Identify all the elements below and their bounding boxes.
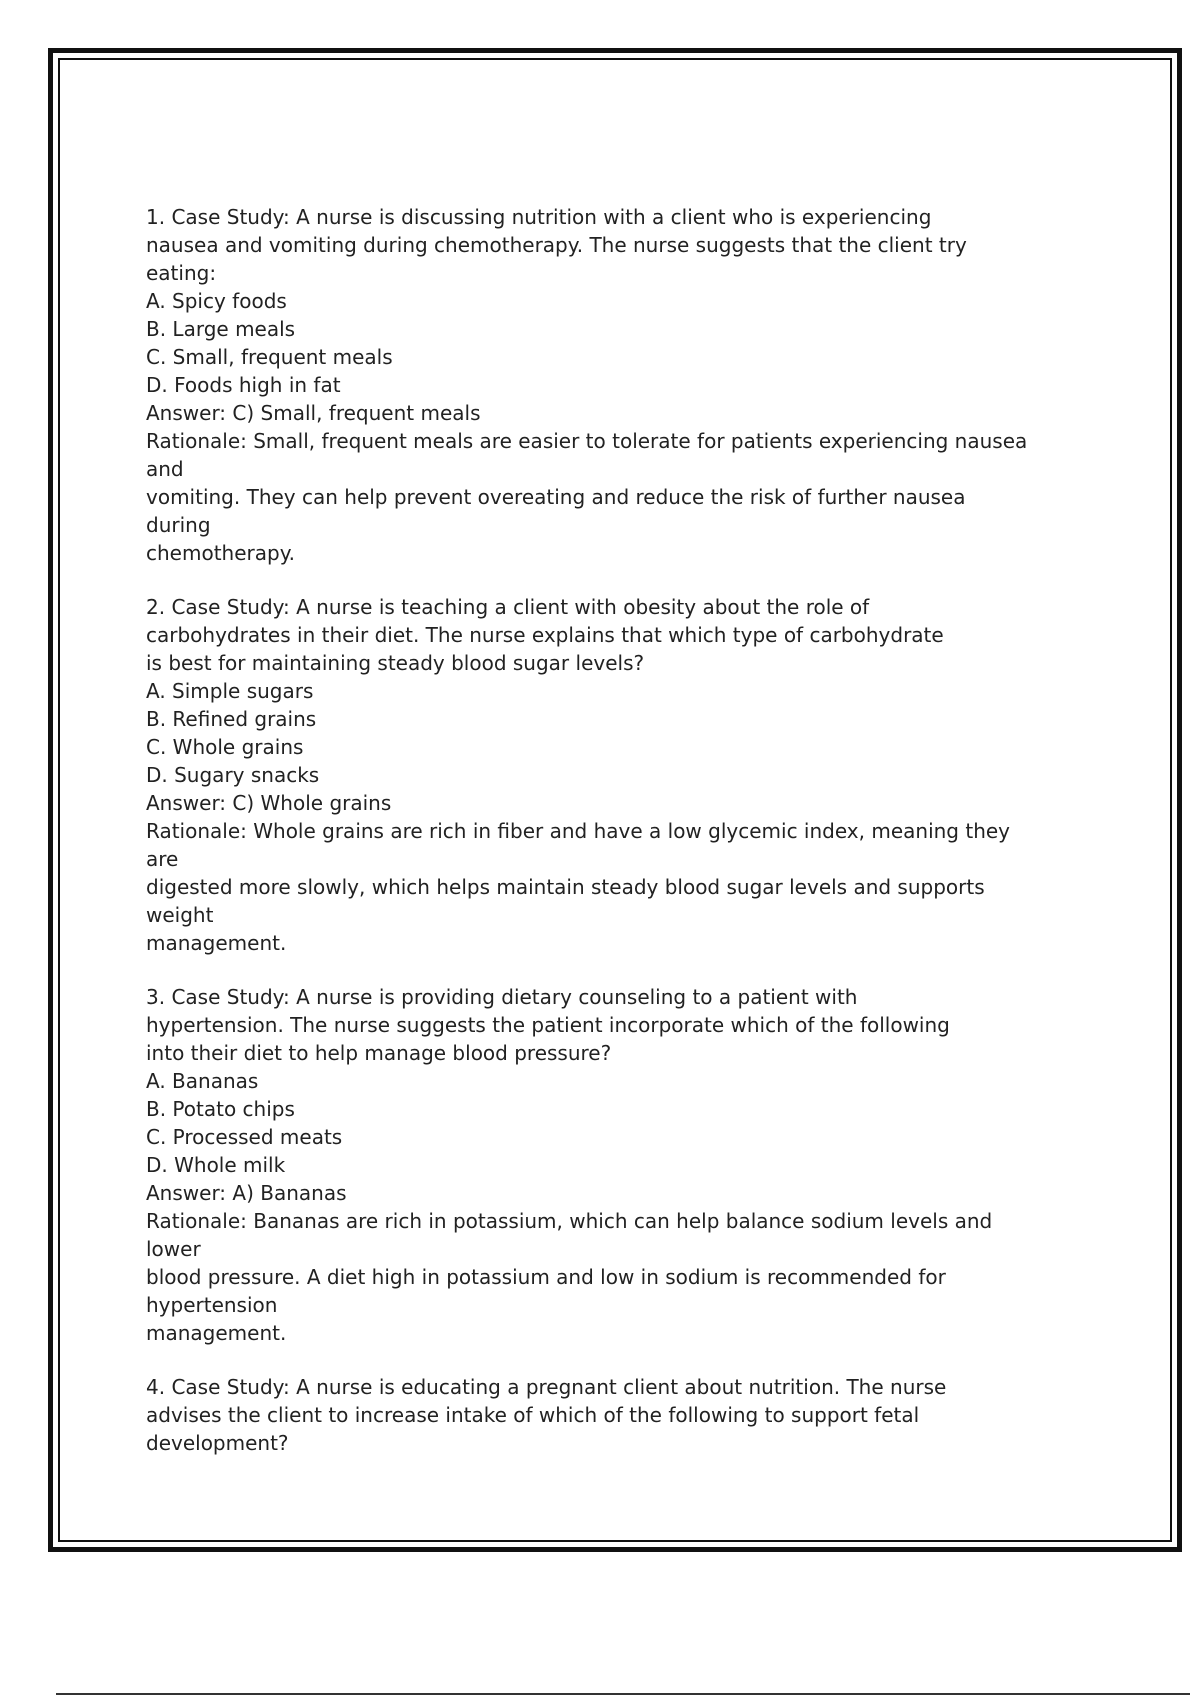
answer-option: B. Refined grains <box>146 707 317 731</box>
question-1 <box>146 203 1106 567</box>
question-stem-line: eating: <box>146 261 217 285</box>
question-stem-line: advises the client to increase intake of which of the following to support fetal <box>146 1403 920 1427</box>
rationale-line: Rationale: Whole grains are rich in fiber and have a low glycemic index, meaning they <box>146 819 1011 843</box>
answer-option: D. Sugary snacks <box>146 763 320 787</box>
rationale-line: lower <box>146 1237 201 1261</box>
rationale-line: during <box>146 513 211 537</box>
answer-option: D. Foods high in fat <box>146 373 341 397</box>
rationale-line: management. <box>146 1321 287 1345</box>
answer-option: D. Whole milk <box>146 1153 286 1177</box>
rationale-line: and <box>146 457 184 481</box>
footer-divider <box>56 1693 1190 1695</box>
rationale-line: Rationale: Bananas are rich in potassium, which can help balance sodium levels and <box>146 1209 993 1233</box>
document-body <box>146 203 1106 1483</box>
question-3 <box>146 983 1106 1347</box>
question-stem-line: hypertension. The nurse suggests the patient incorporate which of the following <box>146 1013 950 1037</box>
rationale-line: Rationale: Small, frequent meals are easier to tolerate for patients experiencing nausea <box>146 429 1028 453</box>
rationale-line: weight <box>146 903 214 927</box>
question-stem-line: 3. Case Study: A nurse is providing dietary counseling to a patient with <box>146 985 858 1009</box>
rationale-line: chemotherapy. <box>146 541 296 565</box>
question-4 <box>146 1373 1106 1457</box>
answer-option: C. Whole grains <box>146 735 304 759</box>
question-stem-line: 4. Case Study: A nurse is educating a pregnant client about nutrition. The nurse <box>146 1375 947 1399</box>
answer-option: A. Bananas <box>146 1069 259 1093</box>
answer-option: C. Processed meats <box>146 1125 343 1149</box>
answer-option: A. Simple sugars <box>146 679 314 703</box>
question-stem-line: 1. Case Study: A nurse is discussing nutrition with a client who is experiencing <box>146 205 932 229</box>
answer-option: B. Potato chips <box>146 1097 295 1121</box>
rationale-line: management. <box>146 931 287 955</box>
question-stem-line: carbohydrates in their diet. The nurse explains that which type of carbohydrate <box>146 623 944 647</box>
answer-option: C. Small, frequent meals <box>146 345 393 369</box>
rationale-line: vomiting. They can help prevent overeating and reduce the risk of further nausea <box>146 485 966 509</box>
question-stem-line: 2. Case Study: A nurse is teaching a client with obesity about the role of <box>146 595 870 619</box>
answer-option: A. Spicy foods <box>146 289 287 313</box>
answer-key: Answer: C) Whole grains <box>146 791 392 815</box>
answer-key: Answer: A) Bananas <box>146 1181 347 1205</box>
rationale-line: are <box>146 847 179 871</box>
question-stem-line: development? <box>146 1431 289 1455</box>
question-stem-line: nausea and vomiting during chemotherapy. The nurse suggests that the client try <box>146 233 967 257</box>
answer-key: Answer: C) Small, frequent meals <box>146 401 481 425</box>
rationale-line: hypertension <box>146 1293 278 1317</box>
question-stem-line: into their diet to help manage blood pressure? <box>146 1041 612 1065</box>
answer-option: B. Large meals <box>146 317 296 341</box>
question-2 <box>146 593 1106 957</box>
rationale-line: digested more slowly, which helps maintain steady blood sugar levels and supports <box>146 875 985 899</box>
question-stem-line: is best for maintaining steady blood sugar levels? <box>146 651 645 675</box>
rationale-line: blood pressure. A diet high in potassium and low in sodium is recommended for <box>146 1265 946 1289</box>
